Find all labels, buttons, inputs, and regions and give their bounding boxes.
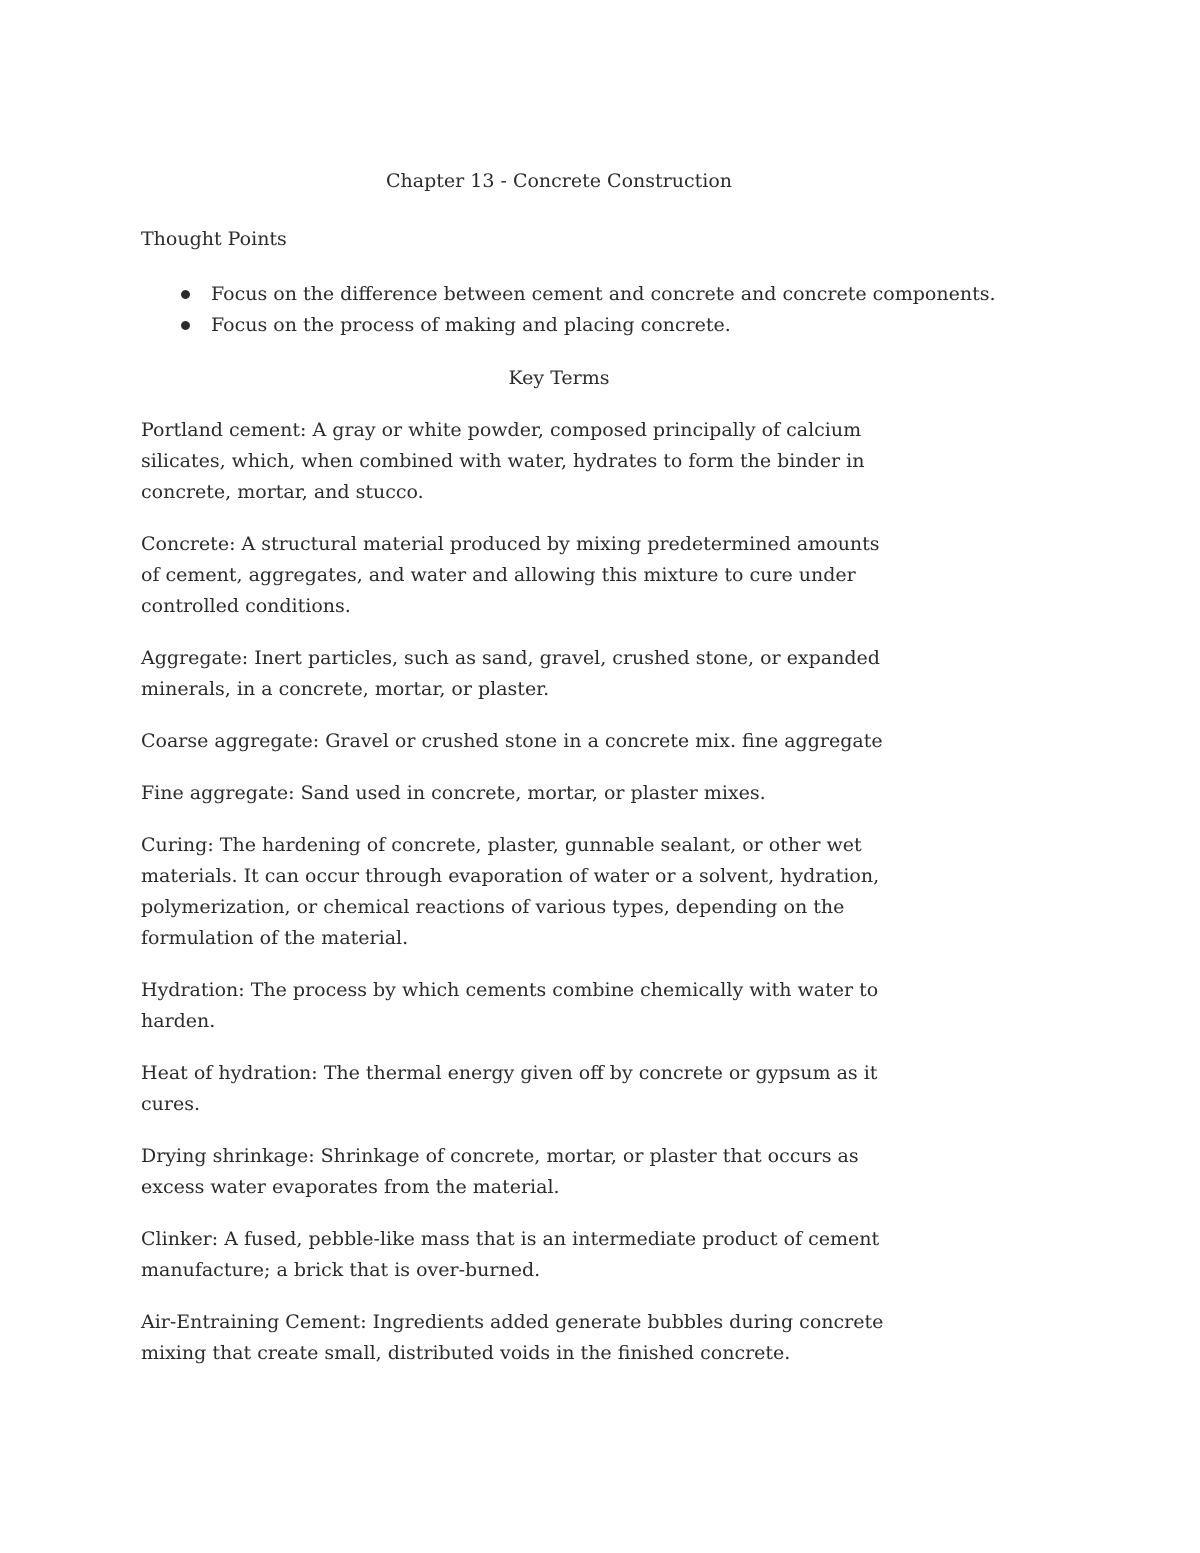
term-separator: : (238, 979, 251, 1001)
list-item (141, 279, 1041, 310)
term-definition: Ingredients added generate bubbles during concrete mixing that create small, distributed voids in the finished concrete. (141, 1311, 884, 1364)
term-separator: : (308, 1145, 321, 1167)
term-definition: A gray or white powder, composed principally of calcium silicates, which, when combined with water, hydrates to form the binder in concrete, mortar, and stucco. (141, 419, 865, 503)
list-item (141, 310, 1041, 341)
term-definition: Inert particles, such as sand, gravel, crushed stone, or expanded minerals, in a concrete, mortar, or plaster. (141, 647, 880, 700)
term-name: Aggregate (141, 647, 242, 669)
term-definition: A fused, pebble-like mass that is an intermediate product of cement manufacture; a brick that is over-burned. (141, 1228, 880, 1281)
term-name: Coarse aggregate (141, 730, 313, 752)
term-entry-aggregate (141, 643, 901, 705)
term-definition: The hardening of concrete, plaster, gunnable sealant, or other wet materials. It can occur through evaporation of water or a solvent, hydration, polymerization, or chemical reactions of various types, depending on the formulation of the material. (141, 834, 880, 949)
thought-point-text: Focus on the difference between cement and concrete and concrete components. (211, 283, 996, 305)
term-entry-fine-aggregate (141, 778, 901, 809)
term-entry-curing (141, 830, 901, 954)
term-name: Curing (141, 834, 208, 856)
term-definition: Gravel or crushed stone in a concrete mix. fine aggregate (325, 730, 883, 752)
document-title: Chapter 13 - Concrete Construction (386, 170, 732, 192)
term-separator: : (288, 782, 301, 804)
term-name: Air-Entraining Cement (141, 1311, 361, 1333)
document-body (141, 166, 996, 1369)
term-entry-clinker (141, 1224, 901, 1286)
term-name: Portland cement (141, 419, 301, 441)
term-definition: The thermal energy given off by concrete or gypsum as it cures. (141, 1062, 878, 1115)
term-entry-portland-cement (141, 415, 901, 508)
term-separator: : (312, 730, 326, 752)
bullet-icon (181, 321, 190, 330)
term-separator: : (241, 647, 255, 669)
term-entry-hydration (141, 975, 901, 1037)
term-separator: : (300, 419, 313, 441)
key-terms-list (141, 415, 901, 1369)
term-name: Drying shrinkage (141, 1145, 309, 1167)
term-name: Concrete (141, 533, 230, 555)
thought-point-text: Focus on the process of making and placing concrete. (211, 314, 731, 336)
bullet-icon (181, 290, 190, 299)
term-separator: : (229, 533, 242, 555)
term-separator: : (211, 1228, 225, 1250)
term-entry-coarse-aggregate (141, 726, 941, 757)
term-entry-concrete (141, 529, 901, 622)
term-name: Clinker (141, 1228, 212, 1250)
term-definition: Sand used in concrete, mortar, or plaster mixes. (300, 782, 766, 804)
term-name: Hydration (141, 979, 239, 1001)
thought-points-list (141, 279, 1041, 341)
term-definition: Shrinkage of concrete, mortar, or plaster that occurs as excess water evaporates from the material. (141, 1145, 859, 1198)
term-separator: : (207, 834, 220, 856)
term-separator: : (311, 1062, 324, 1084)
term-entry-air-entraining-cement (141, 1307, 901, 1369)
key-terms-heading: Key Terms (508, 367, 610, 389)
term-entry-drying-shrinkage (141, 1141, 901, 1203)
term-name: Fine aggregate (141, 782, 289, 804)
thought-points-label: Thought Points (141, 228, 287, 250)
term-definition: The process by which cements combine chemically with water to harden. (141, 979, 879, 1032)
term-separator: : (360, 1311, 373, 1333)
term-definition: A structural material produced by mixing predetermined amounts of cement, aggregates, and water and allowing this mixture to cure under controlled conditions. (141, 533, 880, 617)
term-entry-heat-of-hydration (141, 1058, 901, 1120)
term-name: Heat of hydration (141, 1062, 312, 1084)
